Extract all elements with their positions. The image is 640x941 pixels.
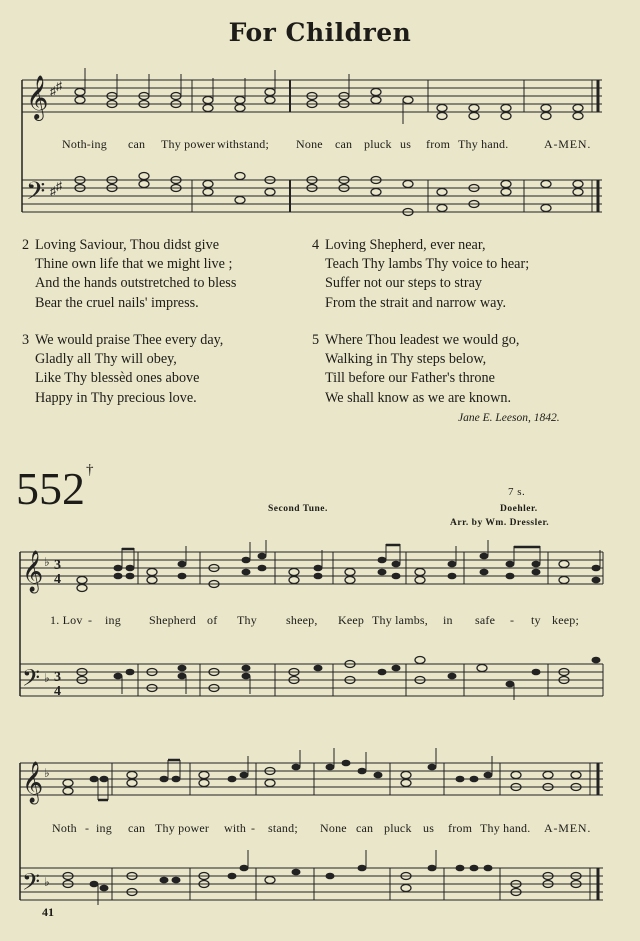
syllable: ing [105,613,121,627]
verse-line: Teach Thy lambs Thy voice to hear; [325,256,530,273]
syllable: safe [475,613,496,627]
composer: Doehler. [500,504,538,514]
syllable: in [443,613,453,627]
verse-line: Suffer not our steps to stray [325,275,482,292]
verse-line: Loving Shepherd, ever near, [325,237,486,253]
author-year: 1842. [533,412,560,424]
syllable: Noth [52,821,77,835]
syllable: None [320,821,347,835]
syllable: A-MEN. [544,137,592,151]
syllable: Thy hand. [458,137,509,151]
hymn-number: 552 [16,463,85,514]
syllable: sheep, [286,613,318,627]
time-signature-bottom: 4 [54,572,61,587]
svg-text:♯: ♯ [56,179,62,193]
svg-text:𝄢: 𝄢 [26,177,46,212]
page-number: 41 [42,905,54,919]
verse-line: Walking in Thy steps below, [325,351,487,368]
verse-line: Bear the cruel nails' impress. [35,294,199,311]
syllable: from [426,137,451,151]
page-title: For Children [228,18,412,47]
syllable: us [400,137,412,151]
svg-text:♯: ♯ [56,79,62,93]
svg-text:♯: ♯ [50,184,56,198]
time-signature-bottom: 4 [54,684,61,699]
syllable: pluck [364,137,392,151]
syllable: Noth-ing [62,137,107,151]
syllable: Thy hand. [480,821,531,835]
svg-text:𝄞: 𝄞 [26,75,49,119]
svg-text:♭: ♭ [44,875,50,889]
verse-5: 5 Where Thou leadest we would go, Walking in Thy steps below, Till before our Father's throne We shall know as we are known. [325,331,519,408]
syllable: Shepherd [149,613,196,627]
syllable: ty [531,613,541,627]
music-system-2 [0,530,640,710]
syllable: can [335,137,353,151]
verse-4: 4 Loving Shepherd, ever near, Teach Thy lambs Thy voice to hear; Suffer not our steps to stray From the strait and narrow way. [325,236,529,313]
verse-line: Where Thou leadest we would go, [325,332,520,348]
syllable: - [251,821,256,835]
syllable: Thy power [155,821,210,835]
syllable: keep; [552,613,579,627]
verse-line: Thine own life that we might live ; [35,256,233,273]
verse-line: Till before our Father's throne [325,370,495,387]
syllable: Thy power [161,137,216,151]
verse-2: 2 Loving Saviour, Thou didst give Thine own life that we might live ; And the hands outstretched to bless Bear the cruel nails' impress. [35,236,236,313]
syllable: A-MEN. [544,821,592,835]
syllable: can [356,821,374,835]
time-signature-top: 3 [54,670,61,685]
time-signature-top: 3 [54,558,61,573]
verse-3: 3 We would praise Thee every day, Gladly all Thy will obey, Like Thy blessèd ones above Happy in Thy precious love. [35,331,223,408]
svg-text:♭: ♭ [44,671,50,685]
syllable: 1. Lov [50,613,83,627]
svg-text:𝄞: 𝄞 [22,762,44,803]
syllable: can [128,137,146,151]
svg-text:♭: ♭ [44,555,50,569]
tune-label: Second Tune. [268,504,328,514]
syllable: with [224,821,247,835]
verse-line: From the strait and narrow way. [325,294,507,311]
verse-line: And the hands outstretched to bless [35,275,237,292]
svg-text:𝄢: 𝄢 [22,868,41,901]
syllable: from [448,821,473,835]
syllable: pluck [384,821,412,835]
syllable: withstand; [217,137,269,151]
verse-line: Like Thy blessèd ones above [35,370,200,387]
svg-text:𝄞: 𝄞 [22,551,44,592]
syllable: Thy lambs, [372,613,428,627]
syllable: us [423,821,435,835]
verse-line: Happy in Thy precious love. [35,389,197,406]
verse-line: Loving Saviour, Thou didst give [35,237,219,253]
syllable: Thy [237,613,257,627]
syllable: ing [96,821,112,835]
syllable: - [85,821,90,835]
syllable: - [88,613,93,627]
syllable: of [207,613,218,627]
verse-line: We shall know as we are known. [325,389,512,406]
syllable: can [128,821,146,835]
verse-line: Gladly all Thy will obey, [35,351,177,368]
syllable: None [296,137,323,151]
syllable: Keep [338,613,365,627]
verse-line: We would praise Thee every day, [35,332,224,348]
svg-text:♯: ♯ [50,84,56,98]
arranger: Arr. by Wm. Dressler. [450,518,550,528]
svg-text:♭: ♭ [44,766,50,780]
svg-text:𝄢: 𝄢 [22,664,41,697]
syllable: stand; [268,821,298,835]
author-credit [458,412,560,424]
author-name: Jane E. Leeson, [458,412,531,424]
meter: 7 s. [508,486,526,498]
dagger-mark: † [86,462,94,478]
syllable: - [510,613,515,627]
